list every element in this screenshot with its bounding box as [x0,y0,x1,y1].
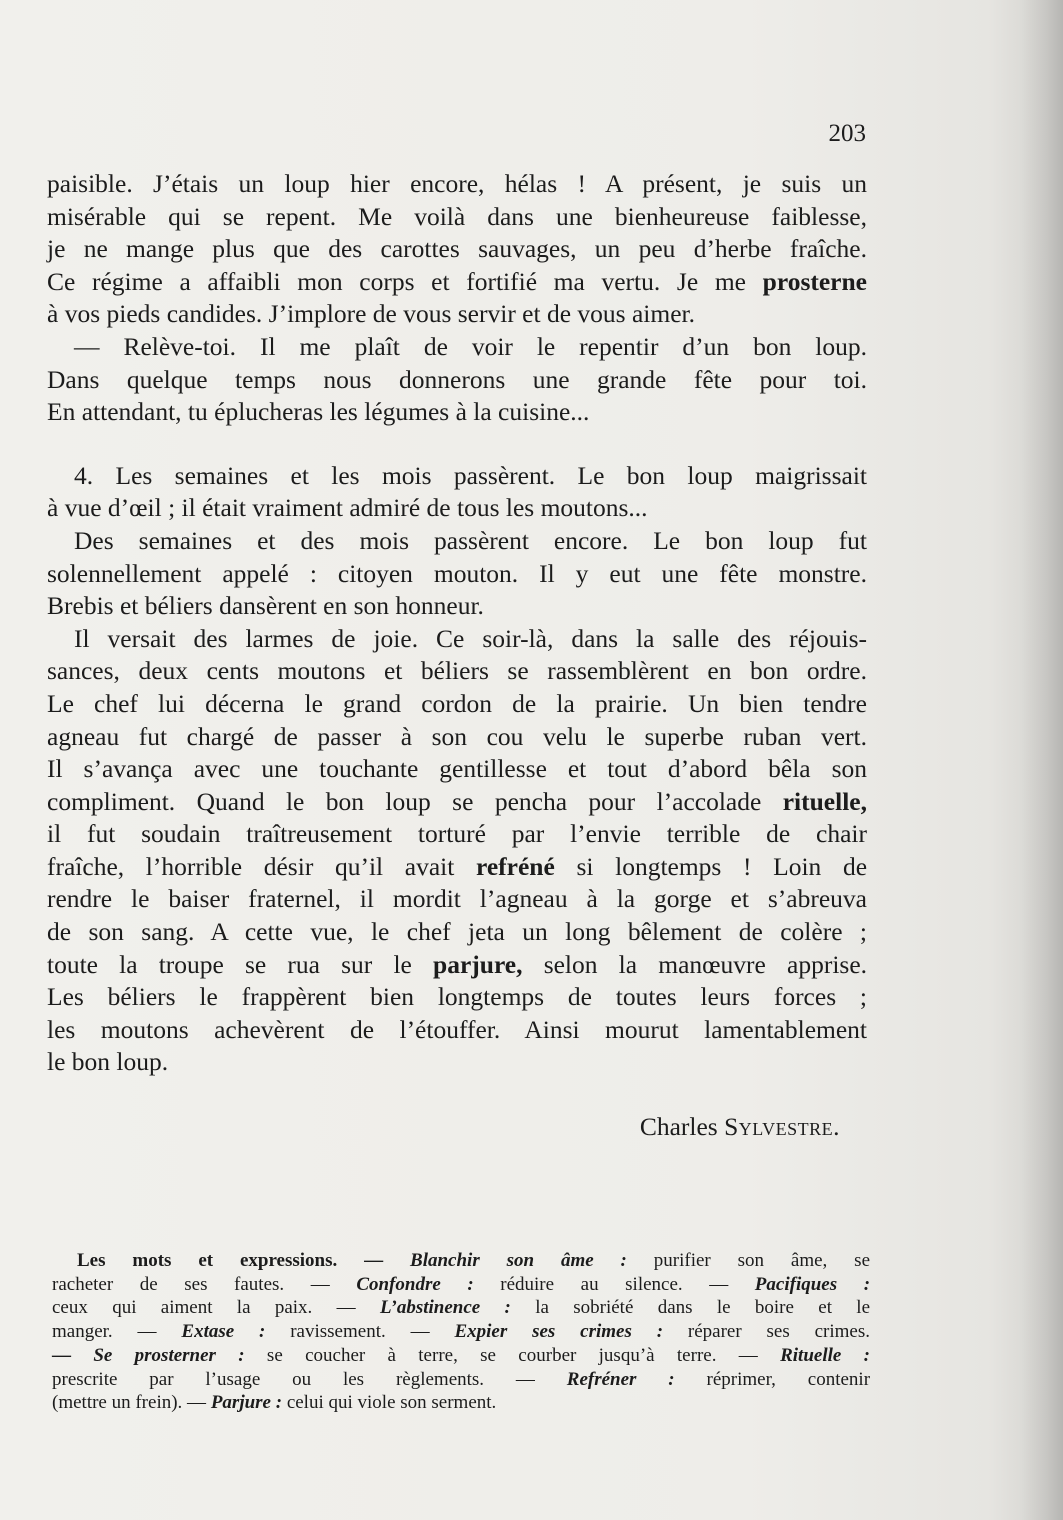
glossary-line: prescrite par l’usage ou les règlements. — Refréner : réprimer, contenir [52,1368,871,1390]
glossary-term: Blanchir son âme : [410,1250,627,1271]
glossary-term: Rituelle : [780,1344,870,1366]
text-line: Le chef lui décerna le grand cordon de la prairie. Un bien tendre [47,688,867,718]
author-first-name: Charles [639,1112,718,1141]
text-line: fraîche, l’horrible désir qu’il avait refréné si longtemps ! Loin de [47,851,868,881]
text-line: à vos pieds candides. J’implore de vous servir et de vous aimer. [47,299,695,329]
glossary-line: (mettre un frein). — Parjure : celui qui viole son serment. [52,1392,497,1414]
glossary-term: Extase : [181,1321,266,1343]
section-gap [47,429,867,460]
text-line: à vue d’œil ; il était vraiment admiré de tous les moutons... [47,493,648,523]
bold-word-refrene: refréné [475,851,555,881]
glossary-term: L’abstinence : [379,1297,511,1319]
page-gutter-shadow [1021,0,1063,1520]
page-number: 203 [828,120,866,147]
text-line: Ce régime a affaibli mon corps et fortifié ma vertu. Je me prosterne [47,266,867,296]
text-line: agneau fut chargé de passer à son cou velu le superbe ruban vert. [47,721,867,751]
bold-word-rituelle: rituelle, [782,786,867,816]
author-signature [560,1112,840,1142]
text-line: paisible. J’étais un loup hier encore, hélas ! A présent, je suis un [47,169,867,198]
glossary-term: Se prosterner : [93,1344,245,1366]
glossary-line: — Se prosterner : se coucher à terre, se courber jusqu’à terre. — Rituelle : [52,1344,870,1366]
text-line: Il versait des larmes de joie. Ce soir-là, dans la salle des réjouis- [74,623,867,653]
text-line: rendre le baiser fraternel, il mordit l’agneau à la gorge et s’abreuva [47,884,867,914]
bold-word-parjure: parjure, [433,949,523,979]
text-line: Les béliers le frappèrent bien longtemps de toutes leurs forces ; [47,982,867,1012]
text-line: de son sang. A cette vue, le chef jeta un long bêlement de colère ; [47,917,867,947]
glossary-heading: Les mots et expressions. — [77,1250,384,1271]
text-line: Des semaines et des mois passèrent encore. Le bon loup fut [74,525,867,555]
glossary-line: ceux qui aiment la paix. — L’abstinence : la sobriété dans le boire et le [52,1297,871,1319]
glossary [52,1249,870,1415]
text-line: solennellement appelé : citoyen mouton. Il y eut une fête monstre. [47,558,867,588]
text-line: En attendant, tu éplucheras les légumes à la cuisine... [47,397,590,427]
glossary-term: Parjure : [210,1392,283,1414]
text-line: le bon loup. [47,1047,169,1077]
text-line: toute la troupe se rua sur le parjure, selon la manœuvre apprise. [47,949,868,979]
text-line: je ne mange plus que des carottes sauvages, un peu d’herbe fraîche. [47,234,867,264]
text-line: Brebis et béliers dansèrent en son honneur. [47,591,484,621]
glossary-line: Les mots et expressions. — Blanchir son âme : purifier son âme, se [77,1250,871,1271]
text-line: 4. Les semaines et les mois passèrent. Le bon loup maigrissait [74,460,867,490]
glossary-line: racheter de ses fautes. — Confondre : réduire au silence. — Pacifiques : [52,1273,871,1295]
glossary-term: Refréner : [566,1368,675,1390]
text-line: les moutons achevèrent de l’étouffer. Ainsi mourut lamentablement [47,1014,867,1044]
glossary-line: manger. — Extase : ravissement. — Expier ses crimes : réparer ses crimes. [52,1321,871,1343]
text-line: misérable qui se repent. Me voilà dans une bienheureuse faiblesse, [47,201,867,231]
author-last-name: Sylvestre. [724,1112,840,1141]
glossary-term: Expier ses crimes : [454,1321,664,1343]
glossary-term: Pacifiques : [754,1273,871,1295]
text-line: Dans quelque temps nous donnerons une grande fête pour toi. [47,364,867,394]
story-text [47,168,867,1079]
text-line: Il s’avança avec une touchante gentillesse et tout d’abord bêla son [47,754,867,784]
bold-word-prosterne: prosterne [762,266,867,296]
text-line: — Relève-toi. Il me plaît de voir le repentir d’un bon loup. [74,331,867,361]
text-line: il fut soudain traîtreusement torturé par l’envie terrible de chair [47,819,867,849]
text-line: sances, deux cents moutons et béliers se rassemblèrent en bon ordre. [47,656,867,686]
text-line: compliment. Quand le bon loup se pencha pour l’accolade rituelle, [47,786,867,816]
glossary-term: Confondre : [356,1273,474,1295]
